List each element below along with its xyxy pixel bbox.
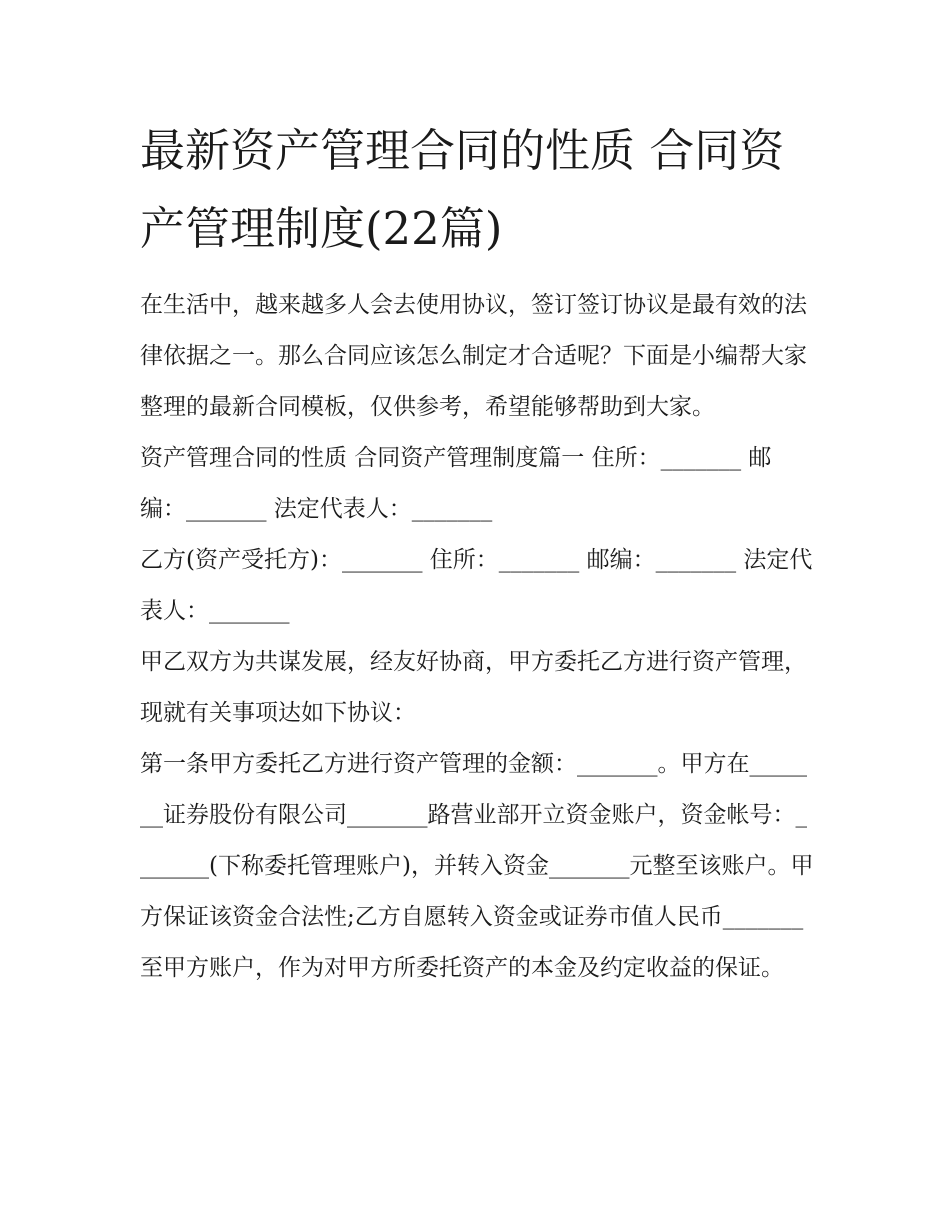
paragraph-party-b-info: 乙方(资产受托方)：_______ 住所：_______ 邮编：_______ 法定代表人：_______ bbox=[140, 547, 813, 624]
paragraph-intro: 在生活中，越来越多人会去使用协议，签订签订协议是最有效的法律依据之一。那么合同应该怎么制定才合适呢？下面是小编帮大家整理的最新合同模板，仅供参考，希望能够帮助到大家。 bbox=[140, 292, 807, 420]
paragraph-agreement-preamble: 甲乙双方为共谋发展，经友好协商，甲方委托乙方进行资产管理，现就有关事项达如下协议： bbox=[140, 649, 807, 726]
document-body bbox=[140, 280, 815, 994]
paragraph-party-a-info: 资产管理合同的性质 合同资产管理制度篇一 住所：_______ 邮编：_______ 法定代表人：_______ bbox=[140, 445, 772, 522]
paragraph-article-one: 第一条甲方委托乙方进行资产管理的金额：_______。甲方在_______证券股份有限公司_______路营业部开立资金账户，资金帐号：_______(下称委托管理账户)，并转入资金_______元整至该账户。甲方保证该资金合法性;乙方自愿转入资金或证券市值人民币_______至甲方账户，作为对甲方所委托资产的本金及约定收益的保证。 bbox=[140, 751, 814, 981]
document-title: 最新资产管理合同的性质 合同资产管理制度(22篇) bbox=[140, 124, 785, 255]
